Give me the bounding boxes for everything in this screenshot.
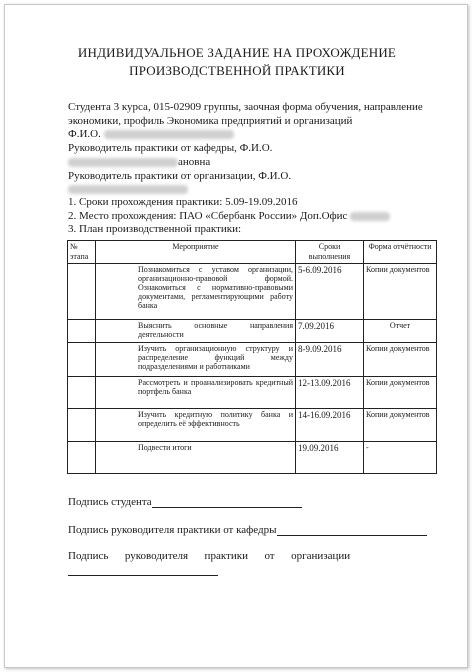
activity-cell: Изучить кредитную политику банка и определить её эффективность bbox=[96, 409, 296, 442]
table-row bbox=[68, 409, 437, 442]
student-signature-label: Подпись студента bbox=[68, 496, 152, 508]
redacted-name bbox=[104, 130, 234, 139]
report-form-cell: Копии документов bbox=[364, 343, 437, 377]
stage-number-cell bbox=[68, 377, 96, 409]
item-practice-place-text: 2. Место прохождения: ПАО «Сбербанк России» Доп.Офис bbox=[68, 210, 348, 222]
stage-number-cell bbox=[68, 409, 96, 442]
table-row bbox=[68, 320, 437, 343]
student-signature-line bbox=[68, 496, 302, 508]
dept-supervisor-name-tail: ановна bbox=[178, 156, 211, 168]
document-title-line1: ИНДИВИДУАЛЬНОЕ ЗАДАНИЕ НА ПРОХОЖДЕНИЕ bbox=[77, 45, 397, 60]
dept-signature-label: Подпись руководителя практики от кафедры bbox=[68, 524, 277, 536]
dept-supervisor-label: Руководитель практики от кафедры, Ф.И.О. bbox=[68, 142, 273, 154]
report-form-cell: Отчет bbox=[364, 320, 437, 343]
deadline-cell: 19.09.2016 bbox=[296, 442, 364, 474]
deadline-cell: 7.09.2016 bbox=[296, 320, 364, 343]
redacted-name bbox=[68, 158, 178, 167]
signature-blank bbox=[152, 496, 302, 508]
table-header-row bbox=[68, 241, 437, 264]
activity-cell: Рассмотреть и проанализировать кредитный портфель банка bbox=[96, 377, 296, 409]
dept-signature-line bbox=[68, 524, 427, 536]
report-form-cell: Копии документов bbox=[364, 409, 437, 442]
report-form-cell: Копии документов bbox=[364, 264, 437, 320]
table-row bbox=[68, 377, 437, 409]
org-supervisor-label: Руководитель практики от организации, Ф.И.О. bbox=[68, 170, 292, 182]
stage-number-cell bbox=[68, 264, 96, 320]
student-info-line2: экономики, профиль Экономика предприятий и организаций bbox=[68, 115, 353, 127]
table-row bbox=[68, 343, 437, 377]
document-title-line2: ПРОИЗВОДСТВЕННОЙ ПРАКТИКИ bbox=[129, 63, 345, 78]
deadline-cell: 8-9.09.2016 bbox=[296, 343, 364, 377]
report-form-cell: - bbox=[364, 442, 437, 474]
fio-label: Ф.И.О. bbox=[68, 128, 101, 140]
table-row bbox=[68, 442, 437, 474]
header-activity: Мероприятие bbox=[96, 241, 296, 264]
item-practice-place bbox=[68, 210, 390, 222]
signature-blank bbox=[68, 564, 218, 576]
org-signature-line bbox=[68, 564, 218, 576]
item-practice-plan: 3. План производственной практики: bbox=[68, 223, 242, 235]
org-supervisor-name bbox=[68, 183, 188, 195]
header-stage-number: № этапа bbox=[68, 241, 96, 264]
deadline-cell: 5-6.09.2016 bbox=[296, 264, 364, 320]
report-form-cell: Копии документов bbox=[364, 377, 437, 409]
dept-supervisor-name bbox=[68, 156, 210, 168]
redacted-name bbox=[68, 185, 188, 194]
student-info-line1: Студента 3 курса, 015-02909 группы, заочная форма обучения, направление bbox=[68, 101, 423, 113]
practice-plan-table bbox=[67, 240, 437, 474]
activity-cell: Познакомиться с уставом организации, организационно-правовой формой. Ознакомиться с нормативно-правовыми документами, регламентирующими работу банка bbox=[96, 264, 296, 320]
deadline-cell: 14-16.09.2016 bbox=[296, 409, 364, 442]
org-signature-label: Подпись руководителя практики от организации bbox=[68, 550, 351, 562]
stage-number-cell bbox=[68, 442, 96, 474]
table-row bbox=[68, 264, 437, 320]
redacted-office bbox=[350, 212, 390, 221]
item-practice-dates: 1. Сроки прохождения практики: 5.09-19.09.2016 bbox=[68, 196, 298, 208]
header-report-form: Форма отчётности bbox=[364, 241, 437, 264]
stage-number-cell bbox=[68, 343, 96, 377]
header-deadline: Сроки выполнения bbox=[296, 241, 364, 264]
activity-cell: Подвести итоги bbox=[96, 442, 296, 474]
signature-blank bbox=[277, 524, 427, 536]
activity-cell: Изучить организационную структуру и распределение функций между подразделениями и работниками bbox=[96, 343, 296, 377]
activity-cell: Выяснить основные направления деятельности bbox=[96, 320, 296, 343]
stage-number-cell bbox=[68, 320, 96, 343]
deadline-cell: 12-13.09.2016 bbox=[296, 377, 364, 409]
fio-line bbox=[68, 128, 234, 140]
